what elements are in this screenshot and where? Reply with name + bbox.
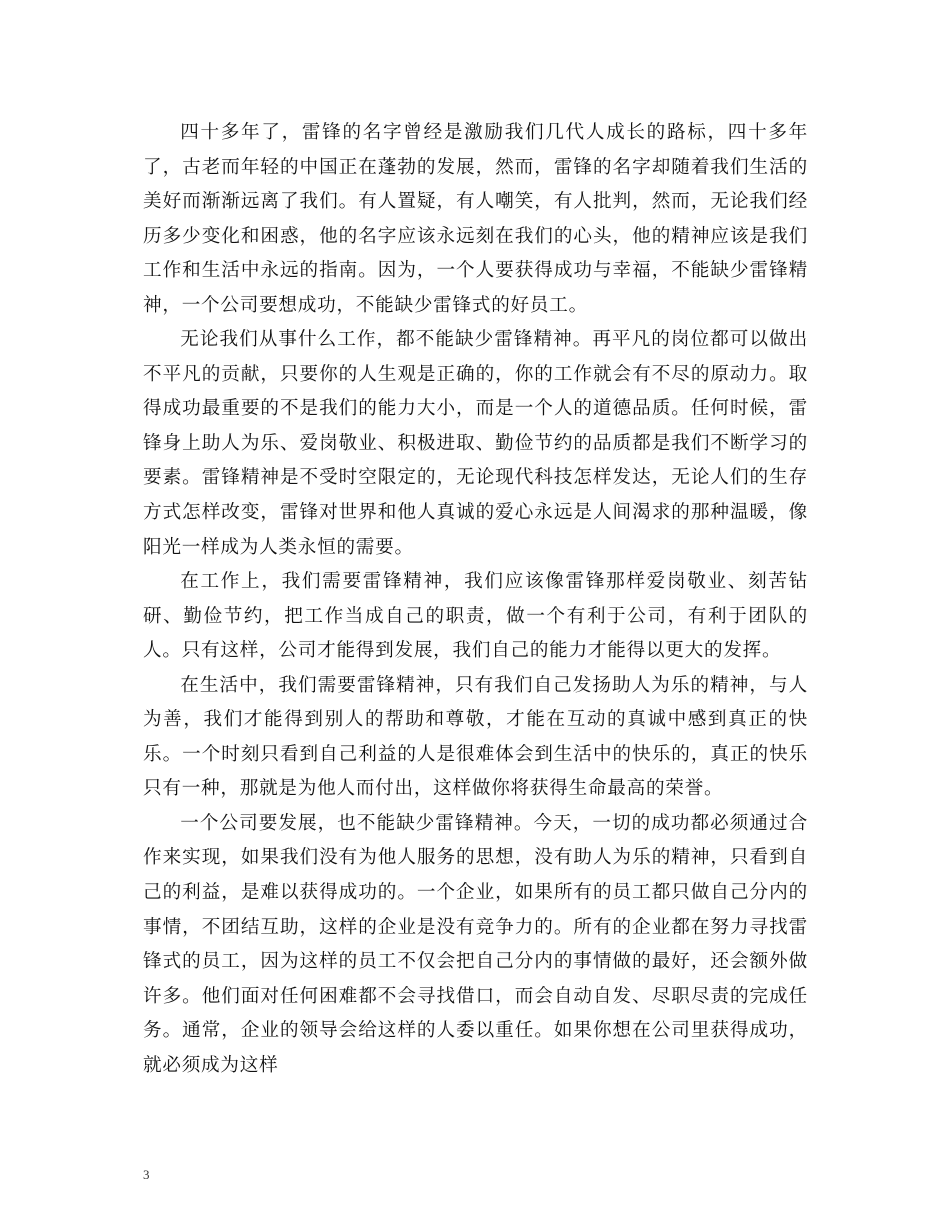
paragraph: 无论我们从事什么工作，都不能缺少雷锋精神。再平凡的岗位都可以做出不平凡的贡献，只要你的人生观是正确的，你的工作就会有不尽的原动力。取得成功最重要的不是我们的能力大小，而是一个人的道德品质。任何时候，雷锋身上助人为乐、爱岗敬业、积极进取、勤俭节约的品质都是我们不断学习的要素。雷锋精神是不受时空限定的，无论现代科技怎样发达，无论人们的生存方式怎样改变，雷锋对世界和他人真诚的爱心永远是人间渴求的那种温暖，像阳光一样成为人类永恒的需要。	[143, 329, 808, 558]
paragraph: 四十多年了，雷锋的名字曾经是激励我们几代人成长的路标，四十多年了，古老而年轻的中国正在蓬勃的发展，然而，雷锋的名字却随着我们生活的美好而渐渐远离了我们。有人置疑，有人嘲笑，有人批判，然而，无论我们经历多少变化和困惑，他的名字应该永远刻在我们的心头，他的精神应该是我们工作和生活中永远的指南。因为，一个人要获得成功与幸福，不能缺少雷锋精神，一个公司要想成功，不能缺少雷锋式的好员工。	[143, 122, 808, 316]
paragraph: 在工作上，我们需要雷锋精神，我们应该像雷锋那样爱岗敬业、刻苦钻研、勤俭节约，把工作当成自己的职责，做一个有利于公司，有利于团队的人。只有这样，公司才能得到发展，我们自己的能力才能得以更大的发挥。	[143, 571, 808, 662]
paragraph: 一个公司要发展，也不能缺少雷锋精神。今天，一切的成功都必须通过合作来实现，如果我们没有为他人服务的思想，没有助人为乐的精神，只看到自己的利益，是难以获得成功的。一个企业，如果所有的员工都只做自己分内的事情，不团结互助，这样的企业是没有竞争力的。所有的企业都在努力寻找雷锋式的员工，因为这样的员工不仅会把自己分内的事情做的最好，还会额外做许多。他们面对任何困难都不会寻找借口，而会自动自发、尽职尽责的完成任务。通常，企业的领导会给这样的人委以重任。如果你想在公司里获得成功，就必须成为这样	[143, 812, 808, 1076]
page-number: 3	[143, 1167, 150, 1182]
paragraph: 在生活中，我们需要雷锋精神，只有我们自己发扬助人为乐的精神，与人为善，我们才能得到别人的帮助和尊敬，才能在互动的真诚中感到真正的快乐。一个时刻只看到自己利益的人是很难体会到生活中的快乐的，真正的快乐只有一种，那就是为他人而付出，这样做你将获得生命最高的荣誉。	[143, 674, 808, 800]
document-body	[143, 116, 808, 1083]
